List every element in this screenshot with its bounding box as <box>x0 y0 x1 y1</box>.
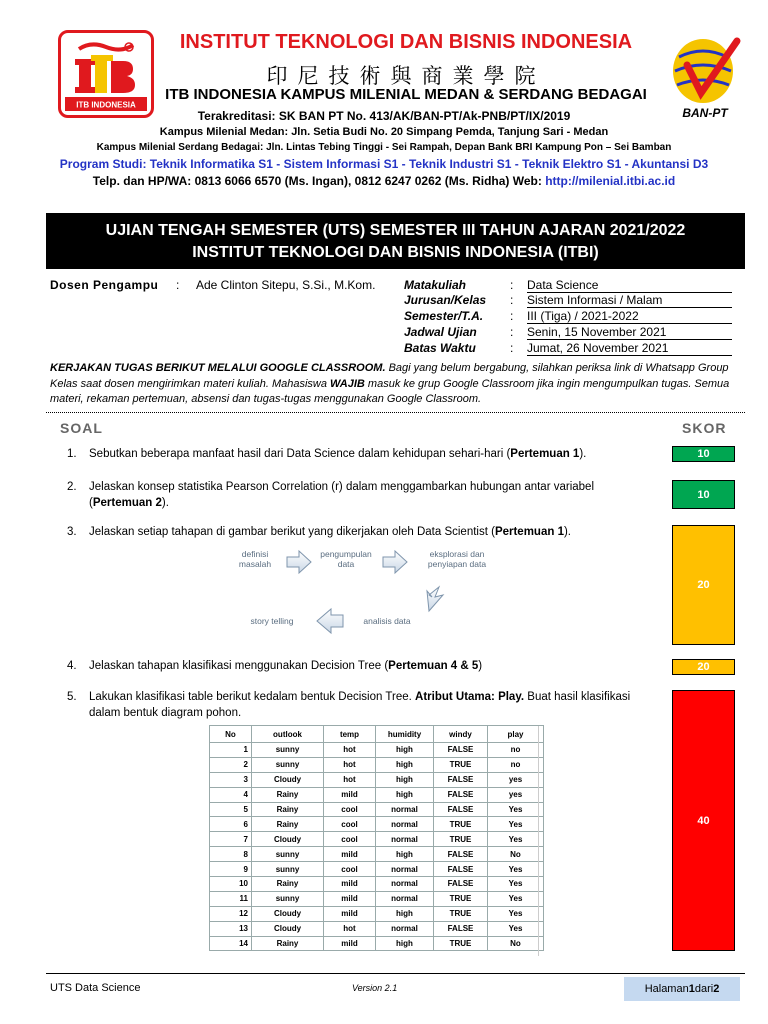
flow-step-analisis: analisis data <box>363 616 411 626</box>
itb-logo <box>58 30 154 118</box>
table-cell: FALSE <box>434 802 488 817</box>
table-header-cell: windy <box>434 726 488 743</box>
page-prefix: Halaman <box>644 983 689 995</box>
question-meeting: Pertemuan 4 & 5 <box>388 660 479 672</box>
table-cell: TRUE <box>434 832 488 847</box>
table-header-cell: temp <box>324 726 376 743</box>
page-number: 1 <box>688 983 695 995</box>
table-cell: cool <box>324 817 376 832</box>
table-cell: normal <box>376 817 434 832</box>
table-cell: FALSE <box>434 743 488 758</box>
lecturer-label: Dosen Pengampu <box>50 278 159 292</box>
semester-label: Semester/T.A. <box>404 309 484 323</box>
question-number: 1. <box>67 448 77 460</box>
table-cell: Yes <box>488 891 544 906</box>
semester-value: III (Tiga) / 2021-2022 <box>527 309 732 324</box>
field-colon: : <box>510 278 514 292</box>
score-heading: SKOR <box>682 420 727 436</box>
table-cell: cool <box>324 802 376 817</box>
table-cell: TRUE <box>434 757 488 772</box>
table-cell: 13 <box>210 921 252 936</box>
table-cell: Yes <box>488 862 544 877</box>
table-cell: Rainy <box>252 877 324 892</box>
table-cell: normal <box>376 862 434 877</box>
table-cell: FALSE <box>434 921 488 936</box>
table-cell: hot <box>324 772 376 787</box>
table-row <box>210 772 544 787</box>
table-cell: normal <box>376 802 434 817</box>
table-cell: normal <box>376 921 434 936</box>
question-body: Sebutkan beberapa manfaat hasil dari Data Science dalam kehidupan sehari-hari ( <box>89 448 511 460</box>
table-cell: cool <box>324 832 376 847</box>
table-cell: high <box>376 906 434 921</box>
table-header-cell: humidity <box>376 726 434 743</box>
table-cell: hot <box>324 743 376 758</box>
table-cell: normal <box>376 877 434 892</box>
flow-step-eksplorasi: eksplorasi dan penyiapan data <box>427 549 487 569</box>
instruction-paragraph <box>50 361 736 408</box>
major-class-label: Jurusan/Kelas <box>404 293 487 307</box>
table-cell: 3 <box>210 772 252 787</box>
exam-banner <box>46 213 745 269</box>
table-row <box>210 906 544 921</box>
field-colon: : <box>510 309 514 323</box>
table-cell: high <box>376 787 434 802</box>
score-box: 20 <box>672 525 735 645</box>
flow-step-pengumpulan: pengumpulan data <box>320 549 372 569</box>
table-row <box>210 817 544 832</box>
campus-title: ITB INDONESIA KAMPUS MILENIAL MEDAN & SERDANG BEDAGAI <box>165 86 647 103</box>
website-link[interactable]: http://milenial.itbi.ac.id <box>545 174 676 188</box>
footer-divider <box>46 973 745 974</box>
flow-step-storytelling: story telling <box>250 616 294 626</box>
course-value: Data Science <box>527 278 732 293</box>
table-row <box>210 891 544 906</box>
table-cell: FALSE <box>434 787 488 802</box>
table-row <box>210 862 544 877</box>
table-cell: Yes <box>488 832 544 847</box>
section-divider <box>46 412 745 413</box>
table-cell: 9 <box>210 862 252 877</box>
table-cell: sunny <box>252 757 324 772</box>
table-cell: FALSE <box>434 772 488 787</box>
table-cell: 7 <box>210 832 252 847</box>
question-text <box>89 690 649 721</box>
table-cell: high <box>376 743 434 758</box>
table-cell: mild <box>324 787 376 802</box>
question-number: 5. <box>67 691 77 703</box>
table-row <box>210 787 544 802</box>
table-cell: 2 <box>210 757 252 772</box>
table-cell: Rainy <box>252 802 324 817</box>
table-cell: mild <box>324 906 376 921</box>
table-cell: Cloudy <box>252 906 324 921</box>
table-cell: 8 <box>210 847 252 862</box>
table-cell: 4 <box>210 787 252 802</box>
table-row <box>210 832 544 847</box>
score-box: 10 <box>672 446 735 462</box>
contact-text: Telp. dan HP/WA: 0813 6066 6570 (Ms. Ingan), 0812 6247 0262 (Ms. Ridha) Web: <box>92 174 546 188</box>
table-cell: Rainy <box>252 817 324 832</box>
table-cell: Yes <box>488 817 544 832</box>
lecturer-name: Ade Clinton Sitepu, S.Si., M.Kom. <box>196 278 376 292</box>
major-class-value: Sistem Informasi / Malam <box>527 293 732 308</box>
table-row <box>210 877 544 892</box>
ban-pt-logo-text: BAN-PT <box>682 106 728 120</box>
question-number: 4. <box>67 660 77 672</box>
table-cell: hot <box>324 757 376 772</box>
table-cell: yes <box>488 772 544 787</box>
course-label: Matakuliah <box>404 278 467 292</box>
data-science-flow-diagram <box>225 545 525 645</box>
table-cell: mild <box>324 936 376 951</box>
table-cell: FALSE <box>434 877 488 892</box>
question-body: Jelaskan konsep statistika Pearson Correlation (r) dalam menggambarkan hubungan antar variabel ( <box>89 481 595 509</box>
question-number: 3. <box>67 526 77 538</box>
question-meeting: Pertemuan 2 <box>92 496 162 509</box>
table-cell: cool <box>324 862 376 877</box>
table-cell: Rainy <box>252 936 324 951</box>
table-cell: sunny <box>252 891 324 906</box>
contact-line <box>40 174 728 188</box>
address-medan: Kampus Milenial Medan: Jln. Setia Budi No. 20 Simpang Pemda, Tanjung Sari - Medan <box>159 126 609 138</box>
table-cell: mild <box>324 877 376 892</box>
table-cell: 5 <box>210 802 252 817</box>
table-cell: 1 <box>210 743 252 758</box>
table-cell: high <box>376 757 434 772</box>
institution-chinese-title: 印尼技術與商業學院 <box>266 64 546 88</box>
table-cell: Cloudy <box>252 832 324 847</box>
exam-schedule-value: Senin, 15 November 2021 <box>527 325 732 340</box>
address-serdang: Kampus Milenial Serdang Bedagai: Jln. Lintas Tebing Tinggi - Sei Rampah, Depan Bank BRI Kampung Pon – Sei Bamban <box>96 142 672 153</box>
question-end: ) <box>478 660 483 672</box>
program-list: Program Studi: Teknik Informatika S1 - Sistem Informasi S1 - Teknik Industri S1 - Teknik Elektro S1 - Akuntansi D3 <box>59 157 709 171</box>
table-cell: high <box>376 772 434 787</box>
table-cell: Cloudy <box>252 772 324 787</box>
question-body: Lakukan klasifikasi table berikut kedalam bentuk Decision Tree. <box>89 691 416 703</box>
question-number: 2. <box>67 481 77 493</box>
question-attribute: Atribut Utama: Play. <box>415 691 525 703</box>
score-box: 40 <box>672 690 735 951</box>
table-cell: high <box>376 847 434 862</box>
score-box: 10 <box>672 480 735 509</box>
table-row <box>210 757 544 772</box>
flow-arrow-down <box>427 587 443 611</box>
table-cell: Yes <box>488 906 544 921</box>
table-cell: mild <box>324 847 376 862</box>
table-cell: 11 <box>210 891 252 906</box>
table-cell: 14 <box>210 936 252 951</box>
exam-banner-line1: UJIAN TENGAH SEMESTER (UTS) SEMESTER III TAHUN AJARAN 2021/2022 <box>105 222 686 239</box>
instruction-text-1: Bagi yang belum bergabung, silahkan periksa link di Whatsapp Group Kelas saat dosen mengirimkan materi kuliah. Mahasiswa <box>50 362 729 390</box>
table-cell: TRUE <box>434 936 488 951</box>
table-cell: No <box>488 936 544 951</box>
table-header-row <box>210 726 544 743</box>
page-mid: dari <box>694 983 714 995</box>
table-cell: 10 <box>210 877 252 892</box>
table-cell: normal <box>376 891 434 906</box>
question-text <box>89 447 659 463</box>
table-header-cell: play <box>488 726 544 743</box>
table-cell: sunny <box>252 862 324 877</box>
question-text <box>89 659 659 675</box>
table-cell: no <box>488 743 544 758</box>
table-cell: 12 <box>210 906 252 921</box>
question-body: Jelaskan setiap tahapan di gambar berikut yang dikerjakan oleh Data Scientist ( <box>89 526 495 538</box>
table-cell: yes <box>488 787 544 802</box>
flow-arrow-left <box>317 609 343 633</box>
table-row <box>210 936 544 951</box>
table-cell: FALSE <box>434 862 488 877</box>
table-cell: Yes <box>488 921 544 936</box>
table-row <box>210 743 544 758</box>
deadline-label: Batas Waktu <box>404 341 476 355</box>
table-cell: no <box>488 757 544 772</box>
table-cell: TRUE <box>434 817 488 832</box>
table-cell: hot <box>324 921 376 936</box>
question-meeting: Pertemuan 1 <box>510 448 580 460</box>
footer-version: Version 2.1 <box>352 983 398 993</box>
score-box: 20 <box>672 659 735 675</box>
field-colon: : <box>510 341 514 355</box>
table-header-cell: outlook <box>252 726 324 743</box>
table-cell: Yes <box>488 877 544 892</box>
flow-arrow-right-2 <box>383 551 407 573</box>
institution-title: INSTITUT TEKNOLOGI DAN BISNIS INDONESIA <box>179 31 633 53</box>
question-end: ). <box>161 496 169 509</box>
table-cell: TRUE <box>434 891 488 906</box>
weather-play-table <box>209 725 544 951</box>
table-cell: Cloudy <box>252 921 324 936</box>
table-edge-line <box>538 726 539 956</box>
table-cell: normal <box>376 832 434 847</box>
table-cell: No <box>488 847 544 862</box>
table-cell: TRUE <box>434 906 488 921</box>
table-row <box>210 847 544 862</box>
instruction-text-2: masuk ke grup Google Classroom jika ingin mengumpulkan tugas. Semua materi, rekaman pertemuan, absensi dan tugas-tugas menggunakan Google Classroom. <box>50 377 730 405</box>
table-cell: mild <box>324 891 376 906</box>
exam-schedule-label: Jadwal Ujian <box>404 325 477 339</box>
table-row <box>210 921 544 936</box>
flow-step-definisi: definisi masalah <box>238 549 272 569</box>
lecturer-colon: : <box>176 278 180 292</box>
field-colon: : <box>510 325 514 339</box>
accreditation-line: Terakreditasi: SK BAN PT No. 413/AK/BAN-PT/Ak-PNB/PT/IX/2019 <box>197 109 571 123</box>
questions-heading: SOAL <box>60 420 103 436</box>
instruction-emphasis: WAJIB <box>330 377 365 390</box>
itb-logo-text: ITB INDONESIA <box>76 100 136 110</box>
exam-banner-line2: INSTITUT TEKNOLOGI DAN BISNIS INDONESIA (ITBI) <box>192 244 599 261</box>
deadline-value: Jumat, 26 November 2021 <box>527 341 732 356</box>
table-cell: sunny <box>252 743 324 758</box>
page-total: 2 <box>713 983 720 995</box>
page-indicator <box>624 977 740 1001</box>
question-end: ). <box>579 448 587 460</box>
table-cell: Rainy <box>252 787 324 802</box>
question-end: Buat hasil klasifikasi dalam bentuk diagram pohon. <box>89 691 631 719</box>
table-cell: 6 <box>210 817 252 832</box>
table-header-cell: No <box>210 726 252 743</box>
question-text <box>89 480 659 511</box>
instruction-lead: KERJAKAN TUGAS BERIKUT MELALUI GOOGLE CLASSROOM. <box>50 362 386 374</box>
flow-arrow-right-1 <box>287 551 311 573</box>
footer-course: UTS Data Science <box>50 982 141 994</box>
table-cell: FALSE <box>434 847 488 862</box>
table-cell: Yes <box>488 802 544 817</box>
field-colon: : <box>510 293 514 307</box>
question-end: ). <box>563 526 571 538</box>
table-row <box>210 802 544 817</box>
table-cell: high <box>376 936 434 951</box>
question-body: Jelaskan tahapan klasifikasi menggunakan Decision Tree ( <box>89 660 389 672</box>
question-text <box>89 525 659 541</box>
question-meeting: Pertemuan 1 <box>494 526 564 538</box>
table-cell: sunny <box>252 847 324 862</box>
